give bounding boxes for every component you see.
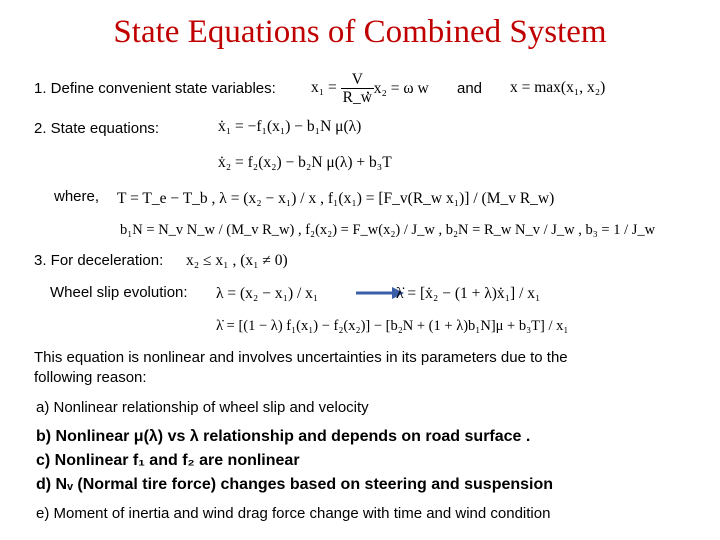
slip-equation-3: λ̇ = [(1 − λ) f₁(x₁) − f₂(x₂)] − [b₂N + (1 + λ)b₁N]μ + b₃T] / x₁ [216, 318, 569, 334]
decel-label: 3. For deceleration: [34, 252, 164, 269]
state-equation-1: ẋ₁ = −f₁(x₁) − b₁N μ(λ) [218, 118, 362, 135]
slip-equation-1: λ = (x₂ − x₁) / x₁ [216, 285, 319, 302]
slip-equation-2: λ̇ = [ẋ₂ − (1 + λ)ẋ₁] / x₁ [396, 285, 541, 302]
x1-denominator: R_w [342, 89, 372, 106]
x-definition: x = max(x₁, x₂) [510, 79, 606, 96]
x1-numerator: V [341, 71, 374, 89]
x1-lhs: x₁ = [311, 79, 337, 97]
nonlinearity-note: This equation is nonlinear and involves uncertainties in its parameters due to the following reason: [34, 349, 568, 386]
reason-c: c) Nonlinear f₁ and f₂ are nonlinear [36, 452, 300, 469]
x1-definition [311, 71, 374, 106]
x2-definition: , x₂ = ω w [366, 80, 429, 97]
reason-a: a) Nonlinear relationship of wheel slip and velocity [36, 399, 369, 416]
decel-condition: x₂ ≤ x₁ , (x₁ ≠ 0) [186, 252, 288, 269]
reason-e: e) Moment of inertia and wind drag force change with time and wind condition [36, 505, 551, 522]
state-equation-2: ẋ₂ = f₂(x₂) − b₂N μ(λ) + b₃T [218, 154, 392, 171]
reason-b: b) Nonlinear μ(λ) vs λ relationship and depends on road surface . [36, 428, 531, 445]
where-row-1: T = T_e − T_b , λ = (x₂ − x₁) / x , f₁(x₁) = [F_v(R_w x₁)] / (M_v R_w) [117, 190, 555, 207]
and-label: and [457, 80, 483, 97]
reason-d: d) Nᵥ (Normal tire force) changes based on steering and suspension [36, 476, 554, 493]
where-label: where, [54, 188, 100, 205]
where-row-2: b₁N = N_v N_w / (M_v R_w) , f₂(x₂) = F_w(x₂) / J_w , b₂N = R_w N_v / J_w , b₃ = 1 / J_w [120, 222, 656, 238]
state-eq-label: 2. State equations: [34, 120, 160, 137]
slide-title: State Equations of Combined System [113, 14, 607, 50]
define-label: 1. Define convenient state variables: [34, 80, 276, 97]
slip-label: Wheel slip evolution: [50, 284, 188, 301]
